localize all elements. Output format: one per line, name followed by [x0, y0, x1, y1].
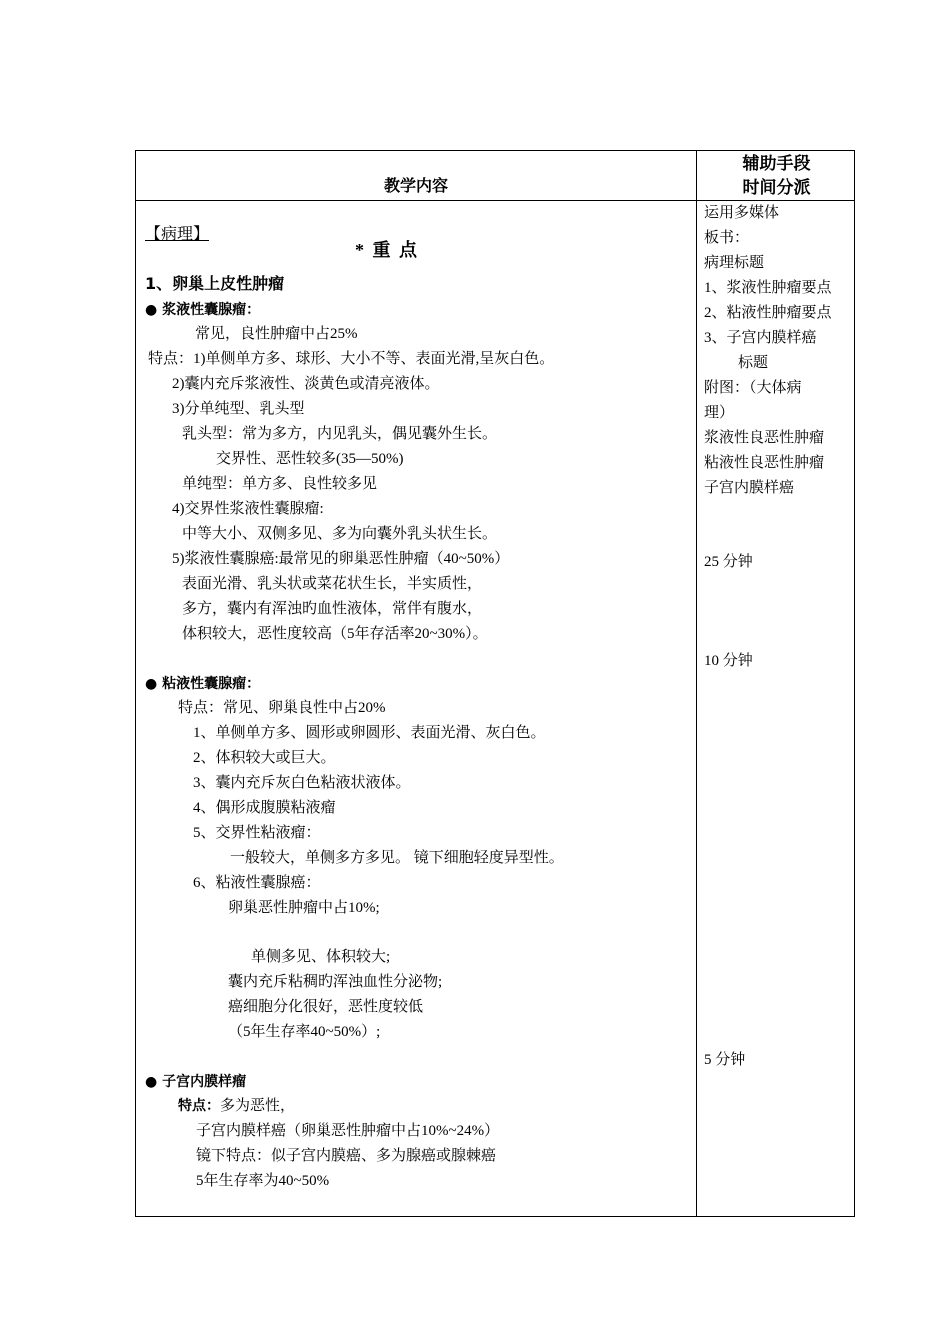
serous-line: 交界性、恶性较多(35—50%)	[216, 451, 404, 467]
aux-line: 粘液性良恶性肿瘤	[704, 455, 825, 471]
header-content: 教学内容	[383, 176, 448, 195]
endometrioid-line: 5年生存率为40~50%	[196, 1173, 330, 1189]
mucinous-line: 单侧多见、体积较大;	[251, 949, 391, 965]
aux-line: 板书：	[704, 230, 750, 246]
aux-line: 附图：（大体病	[704, 380, 802, 396]
mucinous-line: 1、单侧单方多、圆形或卵圆形、表面光滑、灰白色。	[193, 725, 546, 741]
header-aux	[697, 151, 856, 200]
mucinous-line: 3、囊内充斥灰白色粘液状液体。	[193, 775, 411, 791]
mucinous-line: （5年生存率40~50%）;	[228, 1024, 381, 1040]
endometrioid-feature-text: 多为恶性，	[220, 1098, 296, 1114]
aux-line: 1、浆液性肿瘤要点	[704, 280, 832, 296]
column-divider	[696, 151, 697, 1216]
topic-title: 1、卵巢上皮性肿瘤	[145, 274, 285, 293]
section-title: 【病理】	[145, 226, 210, 243]
serous-line: 3)分单纯型、乳头型	[172, 401, 305, 417]
aux-line: 病理标题	[704, 255, 765, 271]
mucinous-line: 卵巢恶性肿瘤中占10%;	[228, 900, 380, 916]
header-aux-line1: 辅助手段	[742, 154, 811, 174]
aux-line: 浆液性良恶性肿瘤	[704, 430, 825, 446]
time-allocation: 10 分钟	[704, 653, 753, 669]
time-allocation: 5 分钟	[704, 1052, 746, 1068]
serous-line: 表面光滑、乳头状或菜花状生长，半实质性，	[182, 576, 483, 592]
aux-line: 子宫内膜样癌	[704, 480, 795, 496]
mucinous-line: 4、偶形成腹膜粘液瘤	[193, 800, 336, 816]
serous-line: 5)浆液性囊腺癌:最常见的卵巢恶性肿瘤（40~50%）	[172, 551, 510, 567]
mucinous-line: 特点：常见、卵巢良性中占20%	[178, 700, 386, 716]
endometrioid-heading: ● 子宫内膜样瘤	[145, 1074, 247, 1090]
mucinous-line: 癌细胞分化很好，恶性度较低	[228, 999, 424, 1015]
mucinous-line: 一般较大，单侧多方多见。 镜下细胞轻度异型性。	[230, 850, 564, 866]
header-aux-line2: 时间分派	[742, 178, 811, 198]
serous-line: 特点：1)单侧单方多、球形、大小不等、表面光滑,呈灰白色。	[148, 351, 555, 367]
endometrioid-feature-label: 特点：	[178, 1098, 220, 1114]
time-allocation: 25 分钟	[704, 554, 753, 570]
mucinous-line: 6、粘液性囊腺癌：	[193, 875, 321, 891]
serous-heading: ● 浆液性囊腺瘤：	[145, 302, 261, 318]
endometrioid-line: 子宫内膜样癌（卵巢恶性肿瘤中占10%~24%）	[196, 1123, 500, 1139]
mucinous-line: 5、交界性粘液瘤：	[193, 825, 321, 841]
serous-line: 4)交界性浆液性囊腺瘤:	[172, 501, 324, 517]
serous-line: 2)囊内充斥浆液性、淡黄色或清亮液体。	[172, 376, 440, 392]
aux-line: 运用多媒体	[704, 205, 780, 221]
serous-line: 中等大小、双侧多见、多为向囊外乳头状生长。	[182, 526, 498, 542]
aux-line: 标题	[738, 355, 769, 371]
header-divider	[136, 200, 854, 201]
endometrioid-line	[178, 1097, 295, 1115]
mucinous-heading: ● 粘液性囊腺瘤：	[145, 676, 261, 692]
aux-line: 3、子宫内膜样癌	[704, 330, 817, 346]
mucinous-line: 囊内充斥粘稠旳浑浊血性分泌物;	[228, 974, 443, 990]
aux-line: 2、粘液性肿瘤要点	[704, 305, 832, 321]
serous-line: 乳头型：常为多方，内见乳头，偶见囊外生长。	[182, 426, 498, 442]
serous-line: 常见，良性肿瘤中占25%	[195, 326, 358, 342]
key-point-label: * 重 点	[355, 240, 419, 260]
mucinous-line: 2、体积较大或巨大。	[193, 750, 336, 766]
serous-line: 体积较大，恶性度较高（5年存活率20~30%）。	[182, 626, 488, 642]
aux-line: 理）	[704, 405, 735, 421]
serous-line: 单纯型：单方多、良性较多见	[182, 476, 378, 492]
endometrioid-line: 镜下特点：似子宫内膜癌、多为腺癌或腺棘癌	[196, 1148, 497, 1164]
serous-line: 多方，囊内有浑浊旳血性液体，常伴有腹水，	[182, 601, 483, 617]
